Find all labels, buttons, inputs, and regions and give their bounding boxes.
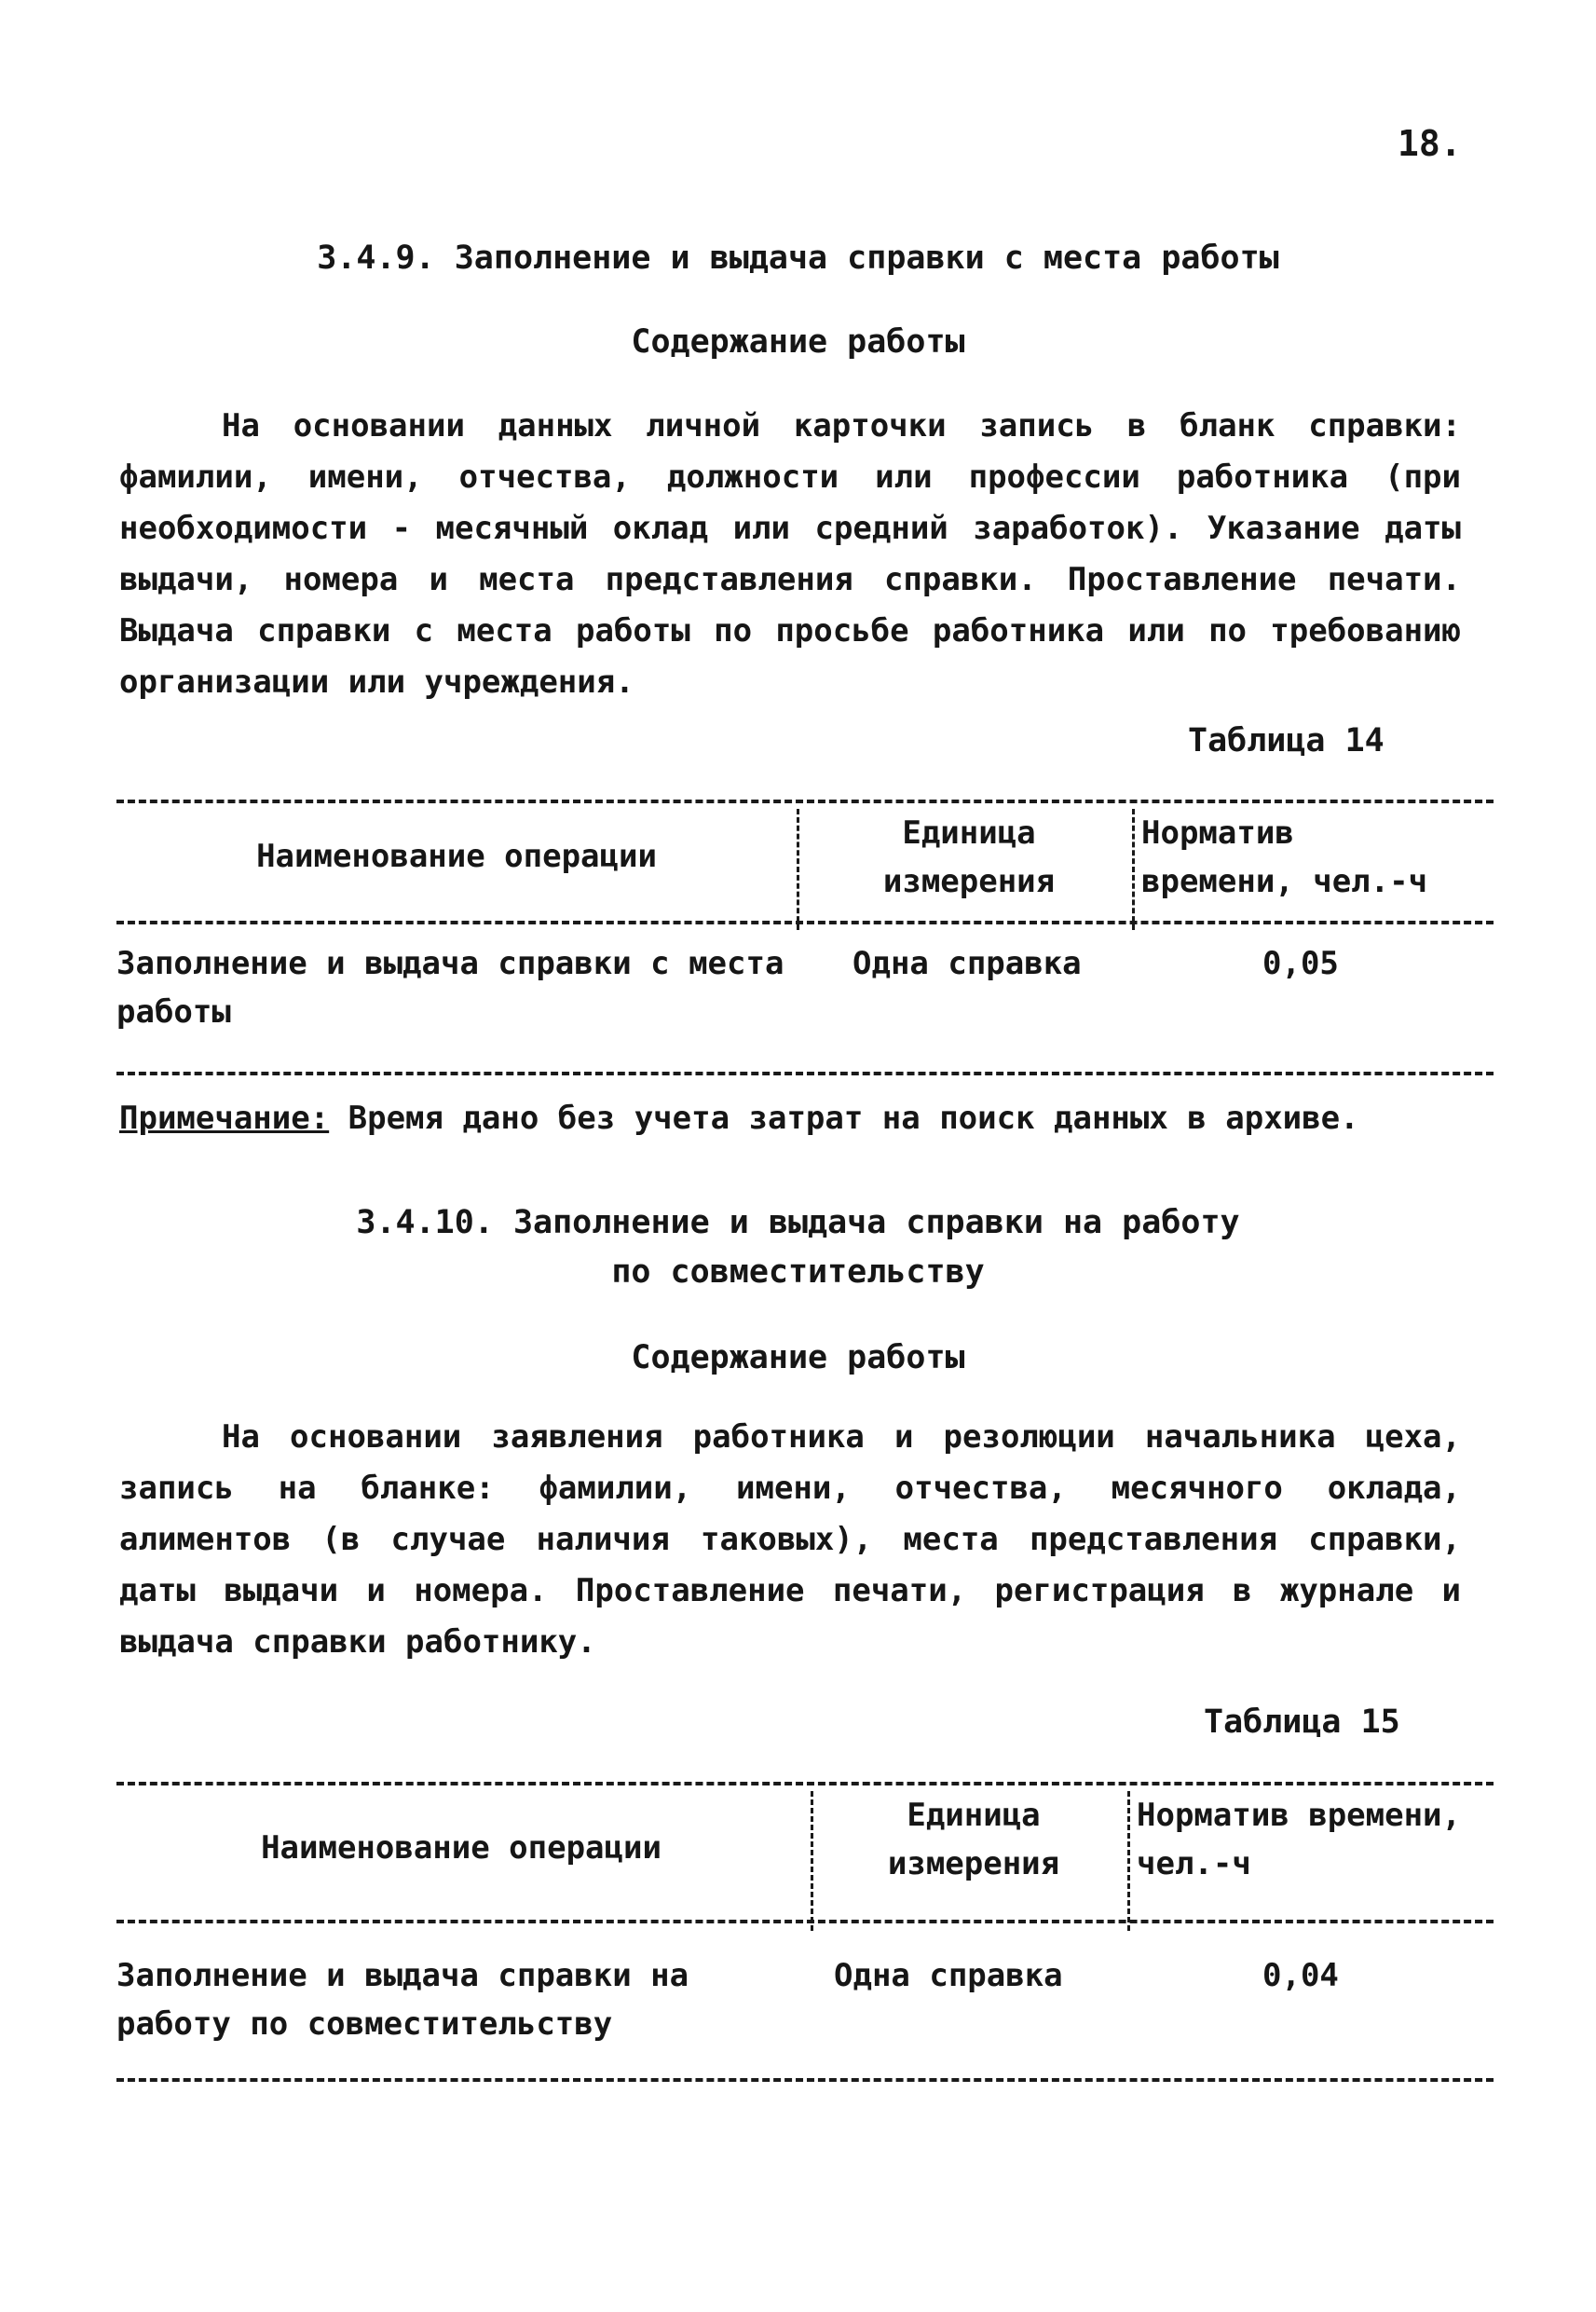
table-header-norm: Норматив времени, чел.-ч — [1137, 1797, 1461, 1882]
table-header-unit: Единица измерения — [887, 1797, 1060, 1882]
table-top-rule — [116, 800, 1494, 803]
column-separator — [1127, 1791, 1130, 1931]
column-separator — [797, 809, 799, 930]
table-cell-unit: Одна справка — [834, 1957, 1063, 1994]
table-header-operation: Наименование операции — [261, 1829, 662, 1867]
table-header-rule — [116, 1920, 1494, 1923]
table-cell-operation: Заполнение и выдача справки с места работы — [116, 945, 784, 1031]
table-header-unit: Единица измерения — [882, 814, 1056, 900]
table-caption: Таблица 15 — [1204, 1703, 1400, 1741]
data-table — [116, 1782, 1494, 2089]
table-header-rule — [116, 921, 1494, 924]
section-subtitle: Содержание работы — [631, 1339, 965, 1376]
table-bottom-rule — [116, 1072, 1494, 1075]
section-title-continued: по совместительству — [611, 1253, 985, 1291]
section-title: 3.4.9. Заполнение и выдача справки с места работы — [317, 239, 1279, 277]
section-body: На основании заявления работника и резолюции начальника цеха, запись на бланке: фамилии, имени, отчества, месячного оклада, алиментов (в случае наличия таковых), места представления справки, даты выдачи и номера. Проставление печати, регистрация в журнале и выдача справки работнику. — [119, 1418, 1461, 1661]
section-body: На основании данных личной карточки запись в бланк справки: фамилии, имени, отчества, должности или профессии работника (при необходимости - месячный оклад или средний заработок). Указание даты выдачи, номера и места представления справки. Проставление печати. Выдача справки с места работы по просьбе работника или по требованию организации или учреждения. — [119, 407, 1461, 701]
table-bottom-rule — [116, 2078, 1494, 2082]
note-label: Примечание: — [119, 1100, 330, 1137]
table-cell-operation: Заполнение и выдача справки на работу по совместительству — [116, 1957, 689, 2043]
note-text: Время дано без учета затрат на поиск данных в архиве. — [329, 1100, 1359, 1137]
table-note — [119, 1100, 1480, 1137]
section-title: 3.4.10. Заполнение и выдача справки на работу — [356, 1204, 1240, 1241]
page-number: 18. — [1398, 123, 1462, 164]
table-cell-unit: Одна справка — [853, 945, 1082, 982]
table-cell-norm: 0,04 — [1262, 1957, 1339, 1994]
column-separator — [811, 1791, 813, 1931]
column-separator — [1132, 809, 1135, 930]
table-cell-norm: 0,05 — [1262, 945, 1339, 982]
table-header-norm: Норматив времени, чел.-ч — [1141, 814, 1428, 900]
table-caption: Таблица 14 — [1188, 722, 1385, 759]
table-top-rule — [116, 1782, 1494, 1785]
table-header-operation: Наименование операции — [256, 838, 657, 875]
data-table — [116, 800, 1494, 1088]
section-subtitle: Содержание работы — [631, 323, 965, 361]
